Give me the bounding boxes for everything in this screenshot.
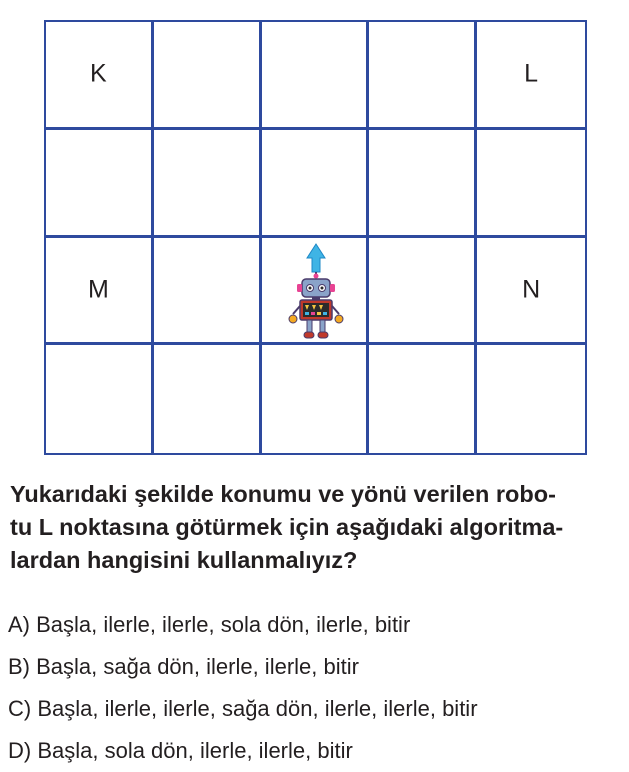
grid-cell <box>154 22 262 130</box>
grid-cell <box>46 130 154 238</box>
grid-cell <box>46 22 154 130</box>
grid-board <box>44 20 587 455</box>
question-line-2: tu L noktasına götürmek için aşağıdaki algoritma- <box>10 514 564 540</box>
question-line-1: Yukarıdaki şekilde konumu ve yönü verilen robo- <box>10 481 556 507</box>
grid-cell <box>262 22 370 130</box>
grid-cell <box>369 130 477 238</box>
grid-cell <box>477 345 585 453</box>
option-a[interactable]: A) Başla, ilerle, ilerle, sola dön, ilerle, bitir <box>8 612 411 637</box>
grid-cell <box>477 130 585 238</box>
answer-options <box>8 604 478 772</box>
point-label-k: K <box>90 59 107 88</box>
grid-cell <box>262 345 370 453</box>
question-text <box>10 478 625 577</box>
grid-cell <box>477 22 585 130</box>
grid-cell <box>154 238 262 346</box>
option-b[interactable]: B) Başla, sağa dön, ilerle, ilerle, bitir <box>8 654 359 679</box>
grid-cell <box>369 22 477 130</box>
grid-cell <box>154 130 262 238</box>
grid-cell <box>369 345 477 453</box>
option-d[interactable]: D) Başla, sola dön, ilerle, ilerle, bitir <box>8 738 353 763</box>
grid-cell <box>262 130 370 238</box>
grid-cell <box>477 238 585 346</box>
point-label-l: L <box>524 59 539 88</box>
question-line-3: lardan hangisini kullanmalıyız? <box>10 547 358 573</box>
grid-cell <box>46 238 154 346</box>
option-c[interactable]: C) Başla, ilerle, ilerle, sağa dön, ilerle, ilerle, bitir <box>8 696 478 721</box>
arrow-up-icon <box>307 244 325 272</box>
point-label-n: N <box>522 275 541 304</box>
grid-cell <box>369 238 477 346</box>
robot-icon <box>285 242 347 342</box>
point-label-m: M <box>87 275 109 304</box>
grid-cell <box>46 345 154 453</box>
grid-cell <box>154 345 262 453</box>
